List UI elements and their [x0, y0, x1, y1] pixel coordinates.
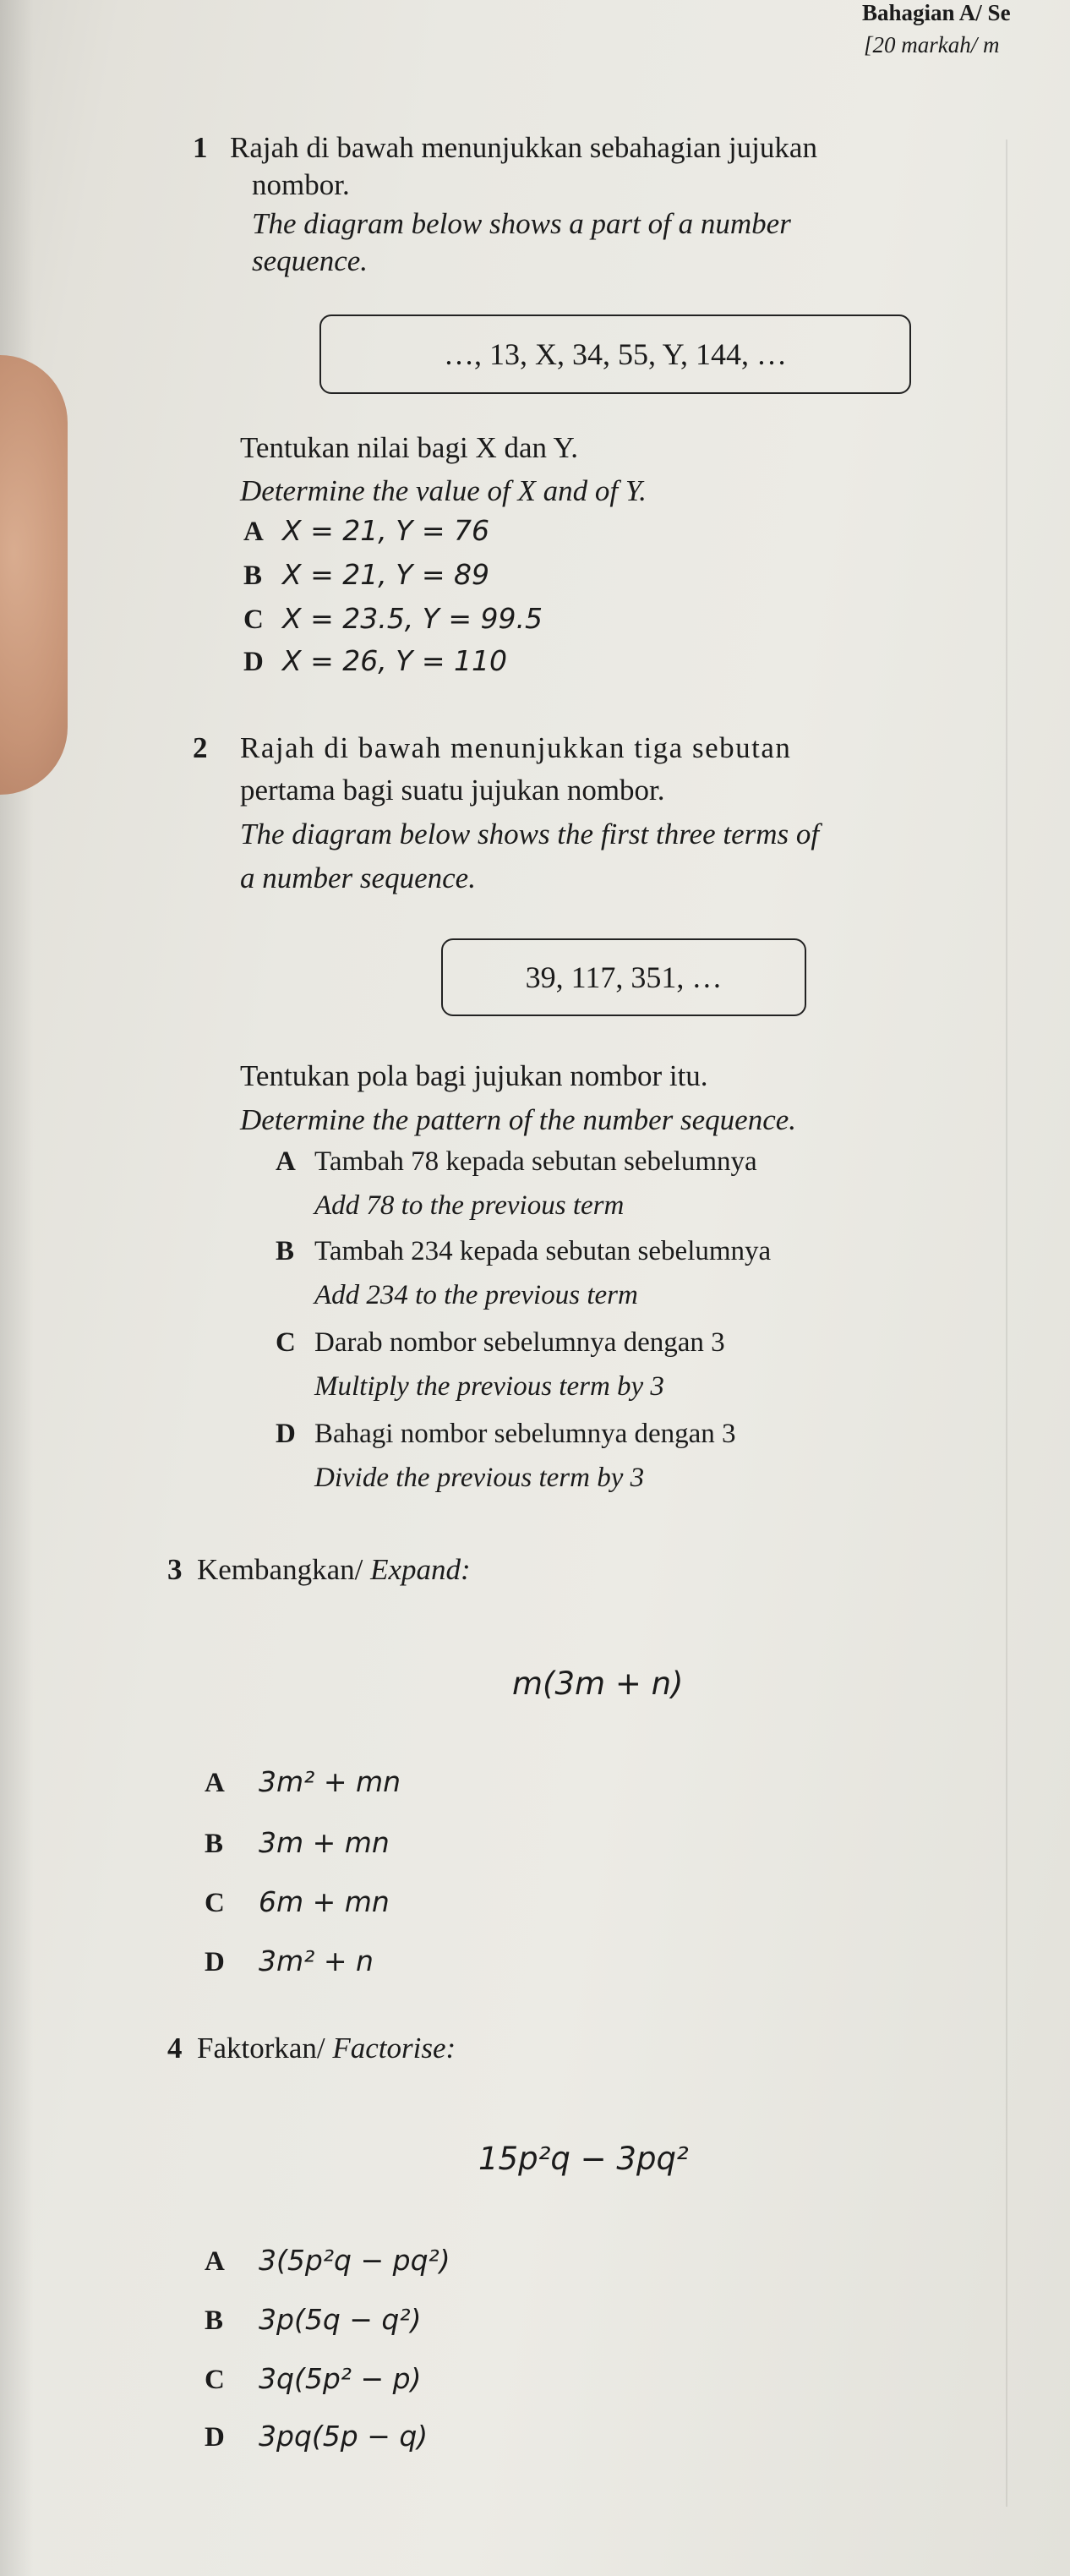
q1-option-a[interactable]	[243, 514, 489, 548]
option-letter: A	[205, 1768, 225, 1798]
option-letter: C	[205, 2365, 225, 2395]
finger-photo-artifact	[0, 355, 68, 795]
q3-malay: Kembangkan/	[197, 1553, 363, 1586]
option-text: 3m + mn	[259, 1826, 390, 1859]
section-heading: Bahagian A/ Se	[862, 0, 1011, 25]
q2-option-c-english: Multiply the previous term by 3	[314, 1371, 664, 1402]
option-letter: A	[243, 517, 264, 547]
q4-english: Factorise:	[332, 2032, 456, 2065]
option-letter: D	[205, 1947, 225, 1977]
page-fold-line	[1006, 139, 1007, 2507]
q3-option-d[interactable]	[205, 1944, 374, 1978]
option-text: X = 21, Y = 89	[282, 558, 489, 591]
q1-english-line1: The diagram below shows a part of a number	[252, 207, 791, 240]
q2-sequence: 39, 117, 351, …	[525, 960, 723, 994]
q4-option-c[interactable]	[205, 2362, 421, 2396]
marks-heading: [20 markah/ m	[864, 32, 1000, 57]
q1-sequence: …, 13, X, 34, 55, Y, 144, …	[443, 337, 788, 371]
q1-sequence-box	[319, 314, 911, 394]
q2-option-a[interactable]	[276, 1146, 757, 1178]
option-text: 3m² + n	[259, 1944, 374, 1977]
q3-option-c[interactable]	[205, 1885, 390, 1919]
option-letter: B	[205, 2305, 224, 2336]
q2-option-a-english: Add 78 to the previous term	[314, 1190, 625, 1221]
q2-option-d-english: Divide the previous term by 3	[314, 1463, 645, 1493]
q4-option-a[interactable]	[205, 2244, 450, 2278]
q3-expression: m(3m + n)	[512, 1665, 684, 1702]
q4-expression: 15p²q − 3pq²	[478, 2141, 689, 2177]
option-text: X = 21, Y = 76	[282, 514, 489, 547]
option-text: 3pq(5p − q)	[259, 2420, 429, 2453]
q2-option-d[interactable]	[276, 1419, 736, 1450]
q1-option-b[interactable]	[243, 558, 489, 592]
q1-english-line2: sequence.	[252, 244, 368, 277]
option-malay: Bahagi nombor sebelumnya dengan 3	[314, 1419, 736, 1449]
q2-english-line1: The diagram below shows the first three terms of	[240, 818, 820, 850]
q1-malay-line2: nombor.	[252, 168, 350, 201]
option-letter: B	[205, 1829, 224, 1859]
option-letter: B	[276, 1236, 295, 1266]
q2-option-b-english: Add 234 to the previous term	[314, 1280, 638, 1310]
option-malay: Tambah 78 kepada sebutan sebelumnya	[314, 1146, 757, 1177]
q1-ask-malay: Tentukan nilai bagi X dan Y.	[240, 431, 578, 464]
option-text: X = 26, Y = 110	[282, 644, 507, 677]
option-letter: B	[243, 561, 263, 591]
option-letter: D	[205, 2422, 225, 2453]
q3-option-b[interactable]	[205, 1826, 390, 1860]
option-letter: A	[205, 2246, 225, 2277]
option-text: 3p(5q − q²)	[259, 2303, 422, 2336]
q3-number: 3	[167, 1553, 183, 1586]
q3-prompt	[167, 1549, 471, 1591]
option-letter: D	[276, 1419, 296, 1449]
option-malay: Darab nombor sebelumnya dengan 3	[314, 1327, 725, 1358]
q2-ask-malay: Tentukan pola bagi jujukan nombor itu.	[240, 1059, 708, 1092]
q4-number: 4	[167, 2032, 183, 2065]
option-letter: C	[205, 1888, 225, 1918]
q4-option-d[interactable]	[205, 2420, 428, 2453]
q1-malay-line1: Rajah di bawah menunjukkan sebahagian jujukan	[230, 131, 817, 164]
q1-option-c[interactable]	[243, 602, 543, 636]
q4-option-b[interactable]	[205, 2303, 421, 2337]
option-letter: D	[243, 647, 264, 677]
q3-english: Expand:	[370, 1553, 471, 1586]
q4-malay: Faktorkan/	[197, 2032, 325, 2065]
option-letter: A	[276, 1146, 296, 1177]
q1-number: 1	[193, 131, 208, 164]
q2-english-line2: a number sequence.	[240, 861, 476, 894]
q4-prompt	[167, 2027, 456, 2070]
option-letter: C	[243, 604, 264, 635]
option-text: 3m² + mn	[259, 1765, 401, 1798]
q2-sequence-box	[441, 938, 806, 1016]
option-text: 3(5p²q − pq²)	[259, 2244, 450, 2277]
q2-number: 2	[193, 731, 208, 764]
q2-malay-line1: Rajah di bawah menunjukkan tiga sebutan	[240, 731, 792, 764]
option-text: X = 23.5, Y = 99.5	[282, 602, 543, 635]
q1-ask-english: Determine the value of X and of Y.	[240, 474, 647, 507]
q2-option-c[interactable]	[276, 1327, 725, 1359]
q3-option-a[interactable]	[205, 1765, 401, 1799]
option-text: 6m + mn	[259, 1885, 390, 1918]
q2-ask-english: Determine the pattern of the number sequence.	[240, 1103, 797, 1136]
option-text: 3q(5p² − p)	[259, 2362, 422, 2395]
q2-malay-line2: pertama bagi suatu jujukan nombor.	[240, 774, 665, 807]
q2-option-b[interactable]	[276, 1236, 771, 1267]
option-letter: C	[276, 1327, 296, 1358]
q1-option-d[interactable]	[243, 644, 507, 678]
option-malay: Tambah 234 kepada sebutan sebelumnya	[314, 1236, 772, 1266]
